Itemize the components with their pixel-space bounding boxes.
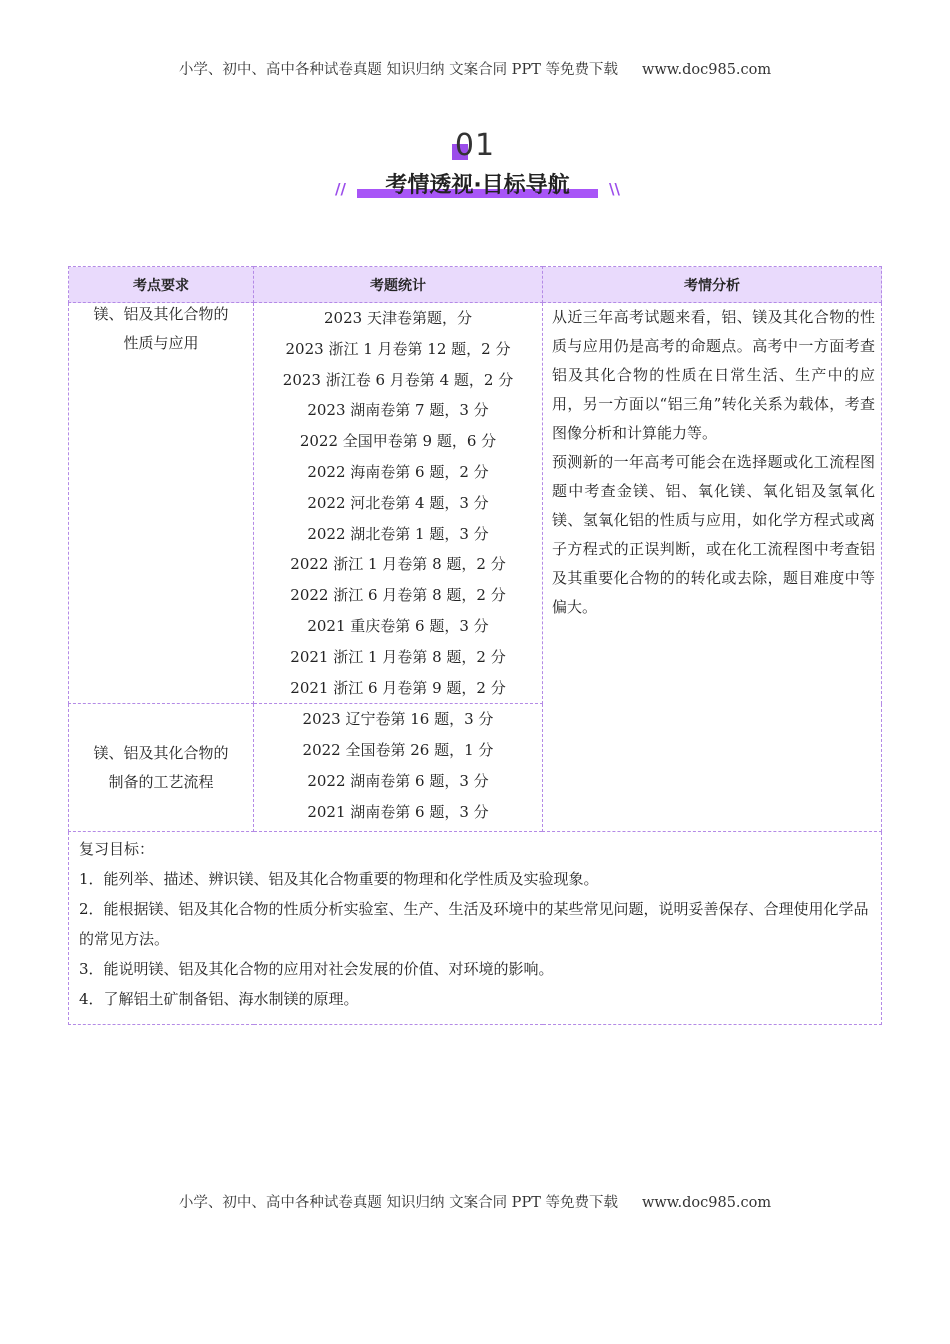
stats-cell xyxy=(254,704,543,832)
section-title: 考情透视·目标导航 xyxy=(385,173,570,198)
goals-title: 复习目标： xyxy=(79,840,155,859)
stat-item: 2021 浙江 1 月卷第 8 题，2 分 xyxy=(290,647,506,666)
topic-line: 性质与应用 xyxy=(123,334,199,352)
stat-item: 2022 全国卷第 26 题，1 分 xyxy=(302,741,494,760)
stat-item: 2023 浙江卷 6 月卷第 4 题，2 分 xyxy=(282,370,514,389)
stat-item: 2023 天津卷第题，分 xyxy=(324,309,472,327)
page-header xyxy=(0,58,950,79)
goal-item: 2．能根据镁、铝及其化合物的性质分析实验室、生产、生活及环境中的某些常见问题，说明妥善保存、合理使用化学品的常见方法。 xyxy=(79,900,869,949)
header-url[interactable]: www.doc985.com xyxy=(641,62,772,78)
footer-url[interactable]: www.doc985.com xyxy=(641,1195,772,1211)
topic-line: 制备的工艺流程 xyxy=(108,772,214,791)
stat-item: 2023 浙江 1 月卷第 12 题，2 分 xyxy=(285,339,511,358)
stat-item: 2021 湖南卷第 6 题，3 分 xyxy=(307,802,489,821)
section-title-banner xyxy=(335,168,620,204)
page-footer xyxy=(0,1191,950,1212)
stat-item: 2021 重庆卷第 6 题，3 分 xyxy=(307,616,489,635)
goal-item: 3．能说明镁、铝及其化合物的应用对社会发展的价值、对环境的影响。 xyxy=(79,960,554,979)
exam-analysis-table xyxy=(68,266,882,1025)
goal-item: 4．了解铝土矿制备铝、海水制镁的原理。 xyxy=(79,990,359,1009)
stat-item: 2022 海南卷第 6 题，2 分 xyxy=(307,462,489,481)
stat-item: 2022 湖北卷第 1 题，3 分 xyxy=(307,524,489,543)
goal-item: 1．能列举、描述、辨识镁、铝及其化合物重要的物理和化学性质及实验现象。 xyxy=(79,870,599,889)
stat-item: 2022 河北卷第 4 题，3 分 xyxy=(307,493,489,512)
header-stats: 考题统计 xyxy=(254,267,543,303)
left-slash-decoration: // xyxy=(335,180,346,198)
goals-cell xyxy=(69,832,882,1025)
stat-item: 2022 全国甲卷第 9 题，6 分 xyxy=(299,432,497,451)
section-number: 01 xyxy=(454,128,496,163)
exam-analysis-table-wrap xyxy=(68,266,881,1025)
stat-item: 2022 浙江 1 月卷第 8 题，2 分 xyxy=(290,555,506,574)
table-header-row xyxy=(69,267,882,303)
table-row xyxy=(69,303,882,704)
stat-item: 2023 辽宁卷第 16 题，3 分 xyxy=(302,710,494,729)
topic-cell xyxy=(69,303,254,704)
header-analysis: 考情分析 xyxy=(543,267,882,303)
analysis-paragraph: 从近三年高考试题来看，铝、镁及其化合物的性质与应用仍是高考的命题点。高考中一方面考查铝及其化合物的性质在日常生活、生产中的应用，另一方面以“铝三角”转化关系为载体，考查图像分析和计算能力等。 xyxy=(552,308,875,442)
stat-item: 2022 浙江 6 月卷第 8 题，2 分 xyxy=(290,586,506,605)
analysis-cell xyxy=(543,303,882,832)
topic-line: 镁、铝及其化合物的 xyxy=(93,743,229,762)
footer-text: 小学、初中、高中各种试卷真题 知识归纳 文案合同 PPT 等免费下载 xyxy=(178,1195,618,1211)
stat-item: 2023 湖南卷第 7 题，3 分 xyxy=(307,401,489,420)
topic-cell xyxy=(69,704,254,832)
analysis-paragraph: 预测新的一年高考可能会在选择题或化工流程图题中考查金镁、铝、氧化镁、氧化铝及氢氧化镁、氢氧化铝的性质与应用，如化学方程式或离子方程式的正误判断，或在化工流程图中考查铝及其重要化合物的的转化或去除，题目难度中等偏大。 xyxy=(552,453,875,616)
stat-item: 2021 浙江 6 月卷第 9 题，2 分 xyxy=(290,678,506,697)
goals-row xyxy=(69,832,882,1025)
stat-item: 2022 湖南卷第 6 题，3 分 xyxy=(307,771,489,790)
stats-cell xyxy=(254,303,543,704)
right-slash-decoration: \\ xyxy=(609,180,620,198)
topic-line: 镁、铝及其化合物的 xyxy=(93,305,229,323)
header-text: 小学、初中、高中各种试卷真题 知识归纳 文案合同 PPT 等免费下载 xyxy=(178,62,618,78)
header-topic: 考点要求 xyxy=(69,267,254,303)
